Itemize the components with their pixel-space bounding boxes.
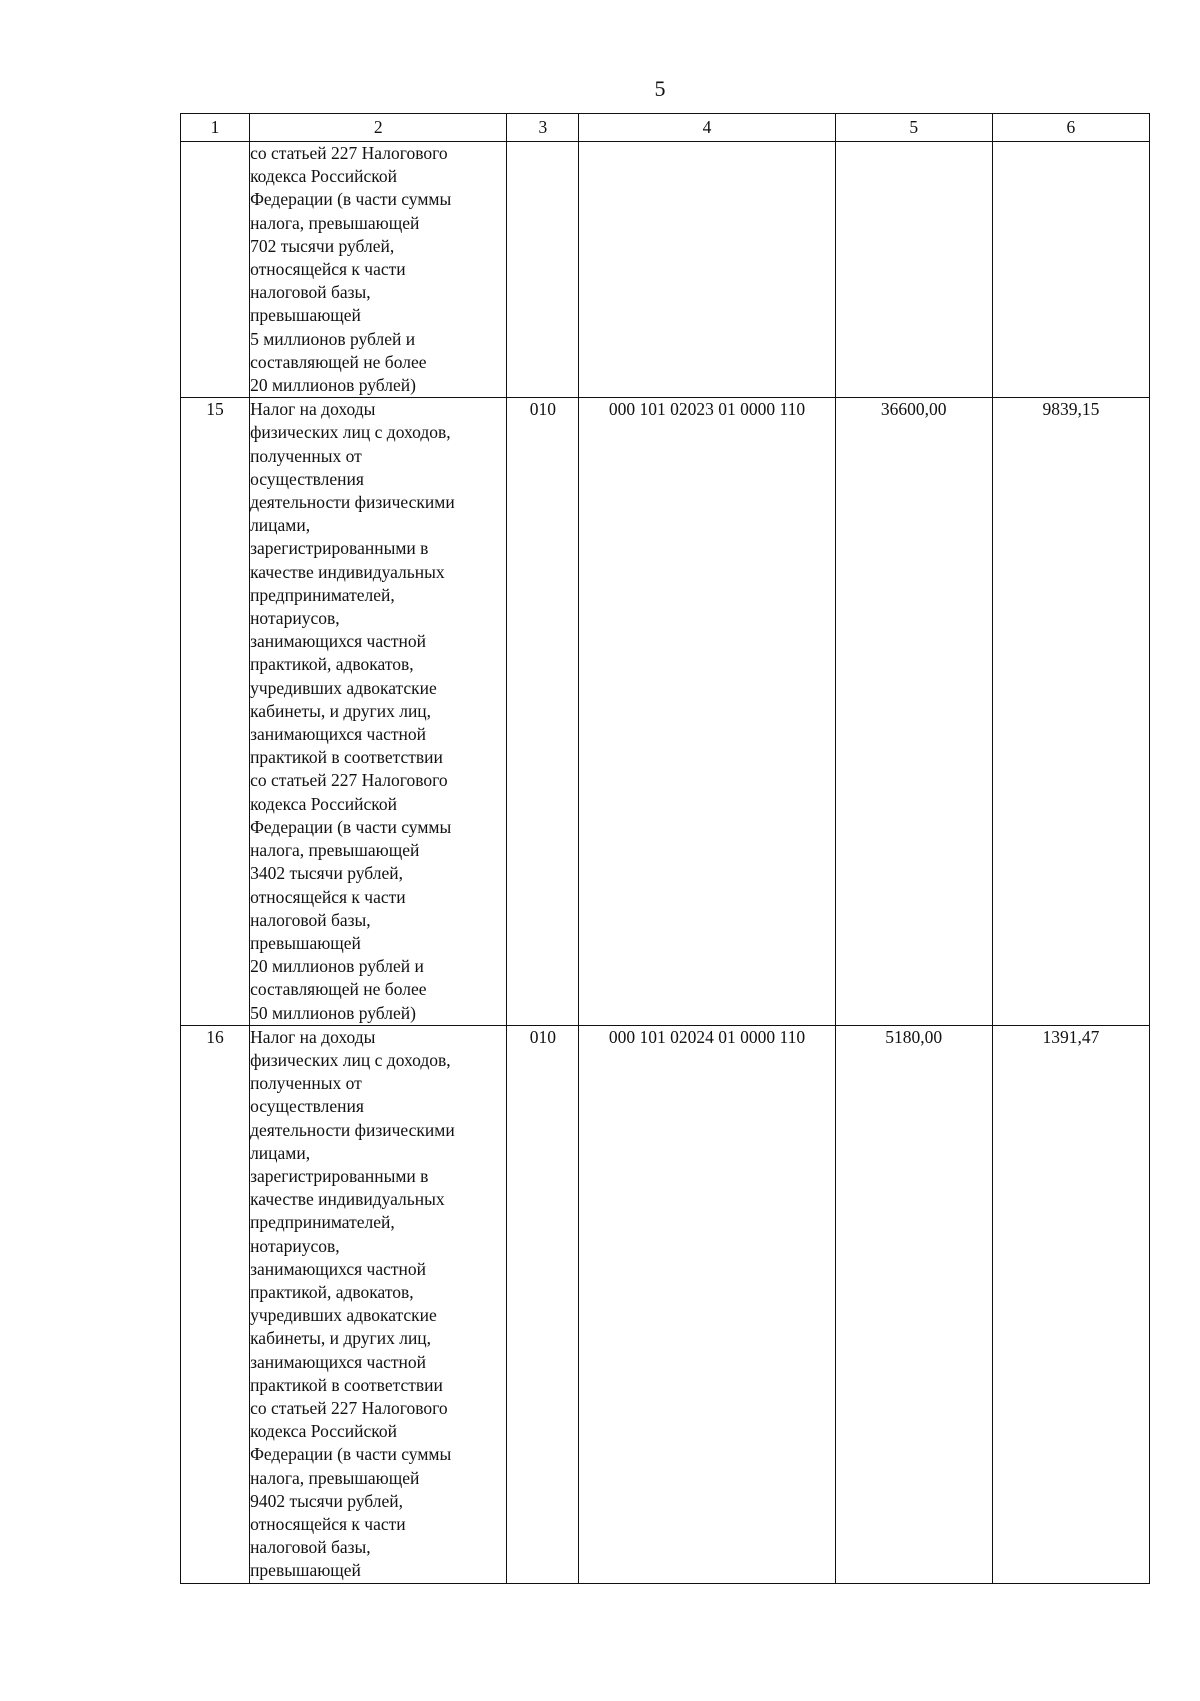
- name-line: учредивших адвокатские: [250, 677, 437, 698]
- name-line: предпринимателей,: [250, 584, 395, 605]
- row-name: [250, 1025, 507, 1583]
- header-cell-4: 4: [579, 114, 835, 142]
- name-line: зарегистрированными в: [250, 1165, 429, 1186]
- name-line: физических лиц с доходов,: [250, 1049, 451, 1070]
- name-line: кабинеты, и других лиц,: [250, 700, 432, 721]
- name-line: кодекса Российской: [250, 793, 398, 814]
- name-line: учредивших адвокатские: [250, 1305, 437, 1326]
- name-line: налога, превышающей: [250, 840, 420, 861]
- name-line: осуществления: [250, 468, 364, 489]
- name-line: относящейся к части: [250, 886, 406, 907]
- header-cell-1: 1: [181, 114, 250, 142]
- name-line: налоговой базы,: [250, 1537, 371, 1558]
- name-line: осуществления: [250, 1096, 364, 1117]
- row-kbk: [579, 142, 835, 398]
- name-line: 9402 тысячи рублей,: [250, 1490, 403, 1511]
- row-plan: 36600,00: [835, 398, 992, 1025]
- row-code: 010: [507, 398, 579, 1025]
- name-line: качестве индивидуальных: [250, 561, 445, 582]
- header-cell-5: 5: [835, 114, 992, 142]
- row-kbk: 000 101 02023 01 0000 110: [579, 398, 835, 1025]
- name-line: превышающей: [250, 305, 361, 326]
- header-cell-6: 6: [992, 114, 1149, 142]
- name-line: превышающей: [250, 1560, 361, 1581]
- name-line: практикой, адвокатов,: [250, 654, 414, 675]
- row-code: 010: [507, 1025, 579, 1583]
- name-line: лицами,: [250, 515, 311, 536]
- name-line: Налог на доходы: [250, 399, 376, 420]
- name-line: практикой в соответствии: [250, 1374, 443, 1395]
- name-line: 20 миллионов рублей и: [250, 956, 424, 977]
- row-number: 15: [181, 398, 250, 1025]
- name-line: относящейся к части: [250, 259, 406, 280]
- name-line: занимающихся частной: [250, 631, 427, 652]
- revenue-table: [180, 113, 1150, 1584]
- row-kbk: 000 101 02024 01 0000 110: [579, 1025, 835, 1583]
- name-line: полученных от: [250, 1073, 362, 1094]
- name-line: Федерации (в части суммы: [250, 816, 452, 837]
- row-number: 16: [181, 1025, 250, 1583]
- name-line: со статьей 227 Налогового: [250, 770, 448, 791]
- name-line: кодекса Российской: [250, 1421, 398, 1442]
- row-name: [250, 142, 507, 398]
- name-line: практикой, адвокатов,: [250, 1281, 414, 1302]
- name-line: превышающей: [250, 932, 361, 953]
- name-line: занимающихся частной: [250, 1258, 427, 1279]
- name-line: Федерации (в части суммы: [250, 1444, 452, 1465]
- row-number: [181, 142, 250, 398]
- name-line: налога, превышающей: [250, 212, 420, 233]
- row-plan: 5180,00: [835, 1025, 992, 1583]
- row-name: [250, 398, 507, 1025]
- name-line: занимающихся частной: [250, 1351, 427, 1372]
- name-line: полученных от: [250, 445, 362, 466]
- name-line: Федерации (в части суммы: [250, 189, 452, 210]
- header-cell-3: 3: [507, 114, 579, 142]
- name-line: Налог на доходы: [250, 1026, 376, 1047]
- name-line: физических лиц с доходов,: [250, 422, 451, 443]
- name-line: деятельности физическими: [250, 492, 455, 513]
- name-line: практикой в соответствии: [250, 747, 443, 768]
- page-number: 5: [654, 76, 666, 101]
- name-line: занимающихся частной: [250, 724, 427, 745]
- row-fact: 9839,15: [992, 398, 1149, 1025]
- name-line: налога, превышающей: [250, 1467, 420, 1488]
- name-line: кабинеты, и других лиц,: [250, 1328, 432, 1349]
- name-line: составляющей не более: [250, 351, 427, 372]
- name-line: 702 тысячи рублей,: [250, 235, 395, 256]
- name-line: со статьей 227 Налогового: [250, 143, 448, 163]
- name-line: лицами,: [250, 1142, 311, 1163]
- row-fact: 1391,47: [992, 1025, 1149, 1583]
- row-code: [507, 142, 579, 398]
- row-fact: [992, 142, 1149, 398]
- name-line: относящейся к части: [250, 1513, 406, 1534]
- table-row: [181, 142, 1150, 398]
- name-line: 50 миллионов рублей): [250, 1002, 416, 1023]
- name-line: составляющей не более: [250, 979, 427, 1000]
- name-line: 5 миллионов рублей и: [250, 328, 416, 349]
- row-plan: [835, 142, 992, 398]
- name-line: налоговой базы,: [250, 909, 371, 930]
- name-line: налоговой базы,: [250, 282, 371, 303]
- name-line: 3402 тысячи рублей,: [250, 863, 403, 884]
- name-line: предпринимателей,: [250, 1212, 395, 1233]
- name-line: 20 миллионов рублей): [250, 375, 416, 396]
- name-line: кодекса Российской: [250, 166, 398, 187]
- header-cell-2: 2: [250, 114, 507, 142]
- name-line: деятельности физическими: [250, 1119, 455, 1140]
- table-row: [181, 1025, 1150, 1583]
- table-row: [181, 398, 1150, 1025]
- header-row: [181, 114, 1150, 142]
- name-line: качестве индивидуальных: [250, 1189, 445, 1210]
- name-line: со статьей 227 Налогового: [250, 1397, 448, 1418]
- table-body: [181, 142, 1150, 1584]
- name-line: нотариусов,: [250, 1235, 340, 1256]
- name-line: зарегистрированными в: [250, 538, 429, 559]
- name-line: нотариусов,: [250, 608, 340, 629]
